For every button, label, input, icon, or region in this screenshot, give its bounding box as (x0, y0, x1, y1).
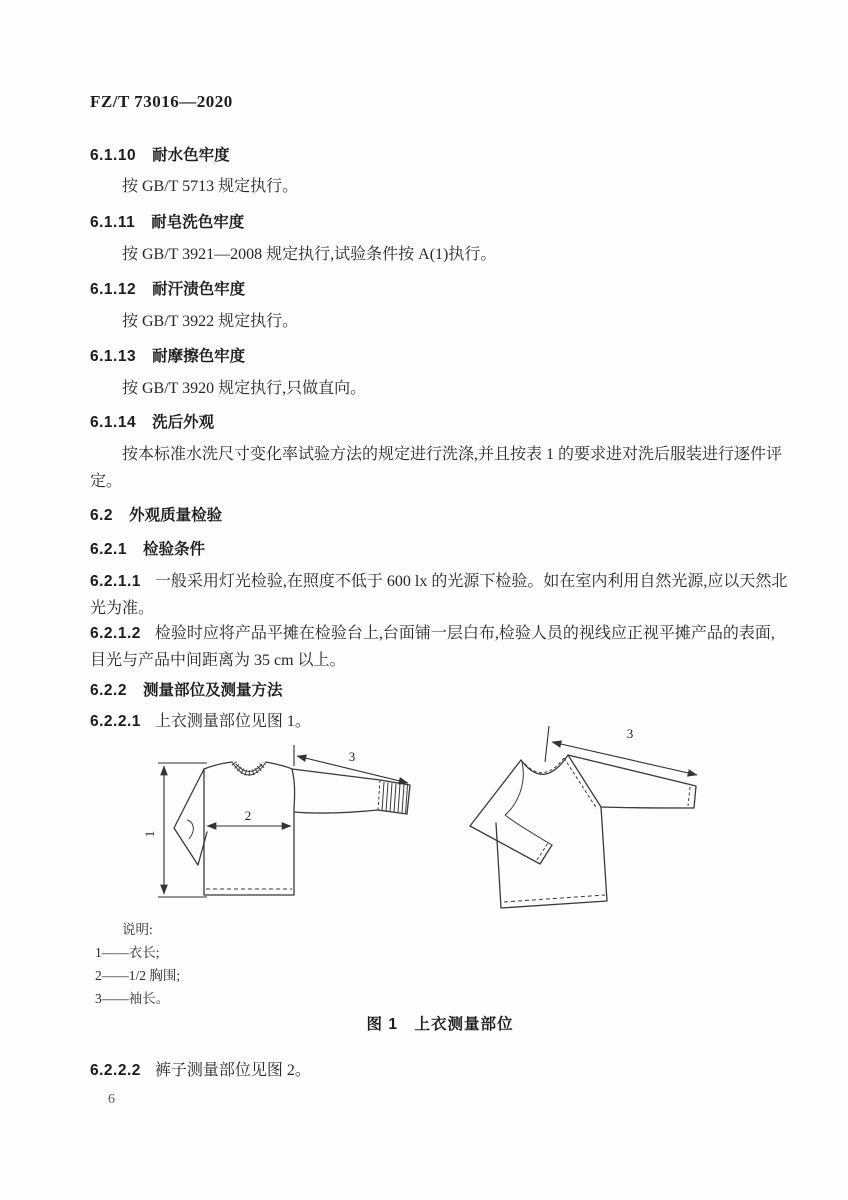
folded-sleeve (470, 760, 552, 864)
clause-number: 6.2.1.1 (90, 573, 141, 590)
clause-text-6-1-13: 按 GB/T 3920 规定执行,只做直向。 (122, 380, 367, 397)
clause-heading-6-2-1 (90, 537, 790, 559)
clause-text: 检验时应将产品平摊在检验台上,台面铺一层白布,检验人员的视线应正视平摊产品的表面,目光与产品中间距离为 35 cm 以上。 (90, 625, 775, 669)
cuff-seam-dashed (378, 780, 380, 810)
clause-heading-6-1-12 (90, 277, 790, 299)
figure-legend (95, 918, 495, 1010)
clause-6-2-2-2 (90, 1057, 790, 1084)
dimension-label-half-chest: 2 (244, 808, 252, 823)
clause-text-6-1-11: 按 GB/T 3921—2008 规定执行,试验条件按 A(1)执行。 (122, 246, 497, 263)
raglan-seam-dashed (564, 758, 597, 809)
clause-text-6-1-12: 按 GB/T 3922 规定执行。 (122, 313, 299, 330)
clause-heading-6-1-14 (90, 410, 790, 432)
dimension-arrow-sleeve (552, 742, 697, 775)
dimension-label-length: 1 (142, 830, 157, 838)
legend-title: 说明: (122, 922, 153, 937)
clause-number: 6.2.1 (90, 541, 127, 558)
clause-6-2-1-2 (90, 620, 790, 674)
clause-text: 一般采用灯光检验,在照度不低于 600 lx 的光源下检验。如在室内利用自然光源,应以天然北光为准。 (90, 573, 788, 617)
clause-title: 耐皂洗色牢度 (151, 214, 245, 231)
clause-text: 裤子测量部位见图 2。 (154, 1062, 311, 1079)
clause-number: 6.2.2.1 (90, 713, 141, 730)
set-in-sleeve-shirt-diagram (128, 733, 448, 923)
clause-heading-6-1-10 (90, 143, 790, 165)
clause-heading-6-1-13 (90, 344, 790, 366)
sleeve-inner-edge (505, 815, 552, 845)
collar-outer (521, 755, 568, 774)
clause-number: 6.1.13 (90, 348, 137, 365)
clause-title: 耐汗渍色牢度 (152, 281, 246, 298)
clause-text-6-1-14: 按本标准水洗尺寸变化率试验方法的规定进行洗涤,并且按表 1 的要求进对洗后服装进行逐件评定。 (90, 446, 783, 490)
clause-number: 6.2.1.2 (90, 625, 141, 642)
extension-line-sleeve (545, 726, 549, 762)
legend-item-sleeve: 3——袖长。 (95, 991, 170, 1006)
extended-sleeve (568, 755, 696, 808)
torso-outline (204, 762, 295, 895)
page-number: 6 (108, 1092, 115, 1107)
folded-cuff-dashed (537, 843, 548, 860)
folded-sleeve (174, 769, 207, 865)
raglan-sleeve-shirt-diagram (448, 718, 768, 918)
clause-title: 检验条件 (142, 541, 205, 558)
torso-outline (496, 807, 607, 908)
cuff-seam-dashed (688, 787, 690, 806)
clause-number: 6.1.11 (90, 214, 136, 231)
clause-number: 6.2.2.2 (90, 1062, 141, 1079)
clause-title: 外观质量检验 (129, 507, 223, 524)
figure-1 (90, 718, 790, 928)
clause-heading-6-1-11 (90, 210, 790, 232)
legend-item-length: 1——衣长; (95, 945, 160, 960)
dimension-label-sleeve: 3 (348, 749, 356, 764)
legend-item-half-chest: 2——1/2 胸围; (95, 968, 181, 983)
armhole-curve (505, 762, 523, 815)
extended-sleeve (292, 769, 410, 814)
cuff-rib-lines (382, 782, 408, 813)
raglan-seam (568, 755, 601, 807)
clause-heading-6-2 (90, 503, 790, 525)
clause-number: 6.1.12 (90, 281, 137, 298)
sleeve-fold-crease (187, 820, 193, 839)
clause-heading-6-2-2 (90, 678, 790, 700)
figure-caption: 图 1 上衣测量部位 (366, 1016, 514, 1033)
standard-number-header: FZ/T 73016—2020 (90, 92, 233, 111)
clause-text: 上衣测量部位见图 1。 (154, 713, 311, 730)
clause-number: 6.2 (90, 507, 114, 524)
clause-title: 耐水色牢度 (152, 147, 230, 164)
clause-6-2-1-1 (90, 568, 790, 622)
clause-title: 测量部位及测量方法 (142, 682, 283, 699)
clause-number: 6.1.14 (90, 414, 137, 431)
clause-title: 洗后外观 (152, 414, 215, 431)
clause-number: 6.1.10 (90, 147, 137, 164)
dimension-label-sleeve: 3 (626, 726, 634, 741)
clause-title: 耐摩擦色牢度 (152, 348, 246, 365)
clause-number: 6.2.2 (90, 682, 127, 699)
hem-dashed (504, 895, 605, 902)
clause-text-6-1-10: 按 GB/T 5713 规定执行。 (122, 178, 299, 195)
